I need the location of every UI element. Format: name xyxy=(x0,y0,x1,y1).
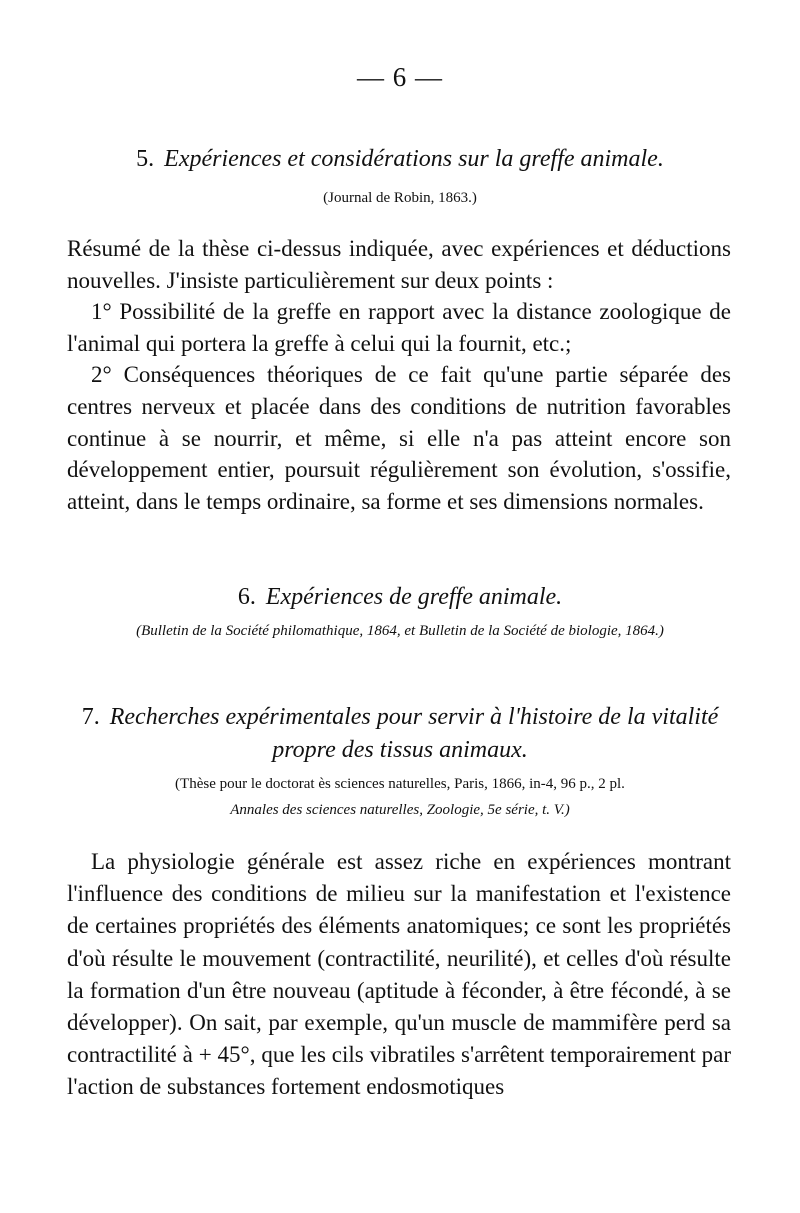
section-7-paragraph: La physiologie générale est assez riche en expériences montrant l'influence des conditions de milieu sur la manifestation et l'existence de certaines propriétés des éléments anatomiques; ce sont les propriétés d'où résulte le mouvement (contractilité, neurilité), et celles d'où résulte la formation d'un être nouveau (aptitude à féconder, à être fécondé, à se développer). On sait, par exemple, qu'un muscle de mammifère perd sa contractilité à + 45°, que les cils vibratiles s'arrêtent temporairement par l'action de substances fortement endosmotiques xyxy=(67,849,731,1100)
section-7-title-line-1: Recherches expérimentales pour servir à l'histoire de la vitalité xyxy=(109,704,719,730)
section-7-heading xyxy=(0,704,800,731)
section-7-number: 7. xyxy=(81,704,100,730)
section-7-source-line-1: (Thèse pour le doctorat ès sciences naturelles, Paris, 1866, in-4, 96 p., 2 pl. xyxy=(175,776,625,792)
section-5-point-1: 1° Possibilité de la greffe en rapport avec la distance zoologique de l'animal qui portera la greffe à celui qui la fournit, etc.; xyxy=(67,299,731,356)
section-7-title-line-2: propre des tissus animaux. xyxy=(272,737,528,763)
section-6-heading xyxy=(0,584,800,611)
section-6-number: 6. xyxy=(237,584,256,610)
section-7-source-line-2: Annales des sciences naturelles, Zoologie, 5e série, t. V.) xyxy=(230,802,570,818)
section-6-title: Expériences de greffe animale. xyxy=(265,584,563,610)
section-6-source: (Bulletin de la Société philomathique, 1864, et Bulletin de la Société de biologie, 1864.) xyxy=(136,623,664,639)
section-5-number: 5. xyxy=(136,146,155,172)
section-7-body xyxy=(67,846,731,1104)
section-5-heading xyxy=(0,146,800,173)
section-5-paragraph-1: Résumé de la thèse ci-dessus indiquée, avec expériences et déductions nouvelles. J'insiste particulièrement sur deux points : xyxy=(67,236,731,293)
section-5-title: Expériences et considérations sur la greffe animale. xyxy=(164,146,664,172)
section-5-source: (Journal de Robin, 1863.) xyxy=(323,190,477,206)
page-number: — 6 — xyxy=(357,62,443,92)
section-5-body xyxy=(67,233,731,517)
section-5-point-2: 2° Conséquences théoriques de ce fait qu'une partie séparée des centres nerveux et placée dans des conditions de nutrition favorables continue à se nourrir, et même, si elle n'a pas atteint encore son développement entier, poursuit régulièrement son évolution, s'ossifie, atteint, dans le temps ordinaire, sa forme et ses dimensions normales. xyxy=(67,362,731,514)
